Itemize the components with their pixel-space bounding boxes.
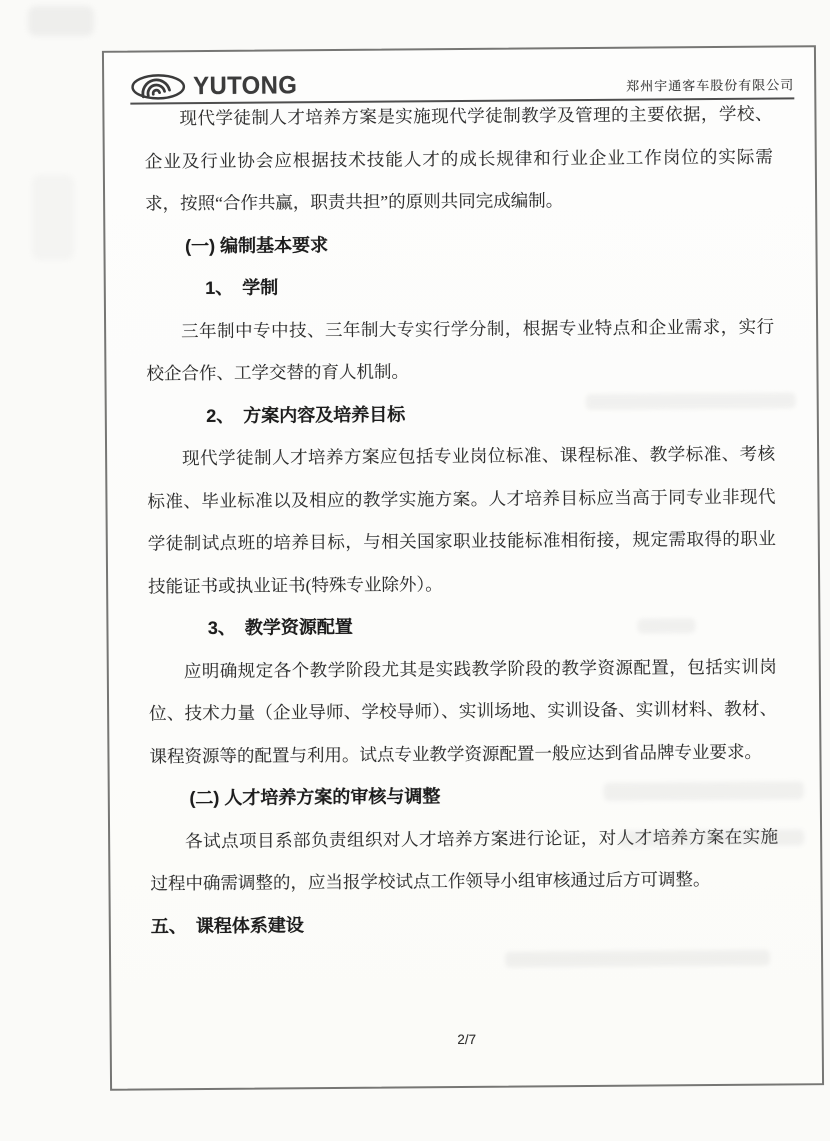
paragraph: 各试点项目系部负责组织对人才培养方案进行论证，对人才培养方案在实施过程中确需调整的，应当报学校试点工作领导小组审核通过后方可调整。 xyxy=(150,826,779,894)
sub-heading: 3、 教学资源配置 xyxy=(207,616,353,639)
paragraph: 三年制中专中技、三年制大专实行学分制，根据专业特点和企业需求，实行校企合作、工学交替的育人机制。 xyxy=(146,316,775,384)
document-body xyxy=(144,93,779,948)
sub-heading: 2、 方案内容及培养目标 xyxy=(206,403,406,426)
paragraph: 应明确规定各个教学阶段尤其是实践教学阶段的教学资源配置，包括实训岗位、技术力量（企业导师、学校导师）、实训场地、实训设备、实训材料、教材、课程资源等的配置与利用。试点专业教学资源配置一般应达到省品牌专业要求。 xyxy=(149,656,778,766)
sub-heading: 1、 学制 xyxy=(205,277,279,299)
logo-wordmark: YUTONG xyxy=(193,71,298,101)
page-number: 2/7 xyxy=(457,1031,477,1048)
scan-artifact xyxy=(28,6,94,36)
section-heading: (一) 编制基本要求 xyxy=(184,234,329,256)
chapter-heading: 五、 课程体系建设 xyxy=(150,914,304,936)
scan-artifact xyxy=(32,175,74,260)
paragraph: 现代学徒制人才培养方案是实施现代学徒制教学及管理的主要依据，学校、企业及行业协会应根据技术技能人才的成长规律和行业企业工作岗位的实际需求，按照“合作共赢，职责共担”的原则共同完成编制。 xyxy=(144,103,773,214)
section-heading: (二) 人才培养方案的审核与调整 xyxy=(189,786,441,809)
document-page xyxy=(102,45,824,1091)
company-name: 郑州宇通客车股份有限公司 xyxy=(626,77,795,94)
scan-artifact xyxy=(505,950,770,968)
paragraph: 现代学徒制人才培养方案应包括专业岗位标准、课程标准、教学标准、考核标准、毕业标准以及相应的教学实施方案。人才培养目标应当高于同专业非现代学徒制试点班的培养目标，与相关国家职业技能标准相衔接，规定需取得的职业技能证书或执业证书(特殊专业除外）。 xyxy=(147,443,776,596)
